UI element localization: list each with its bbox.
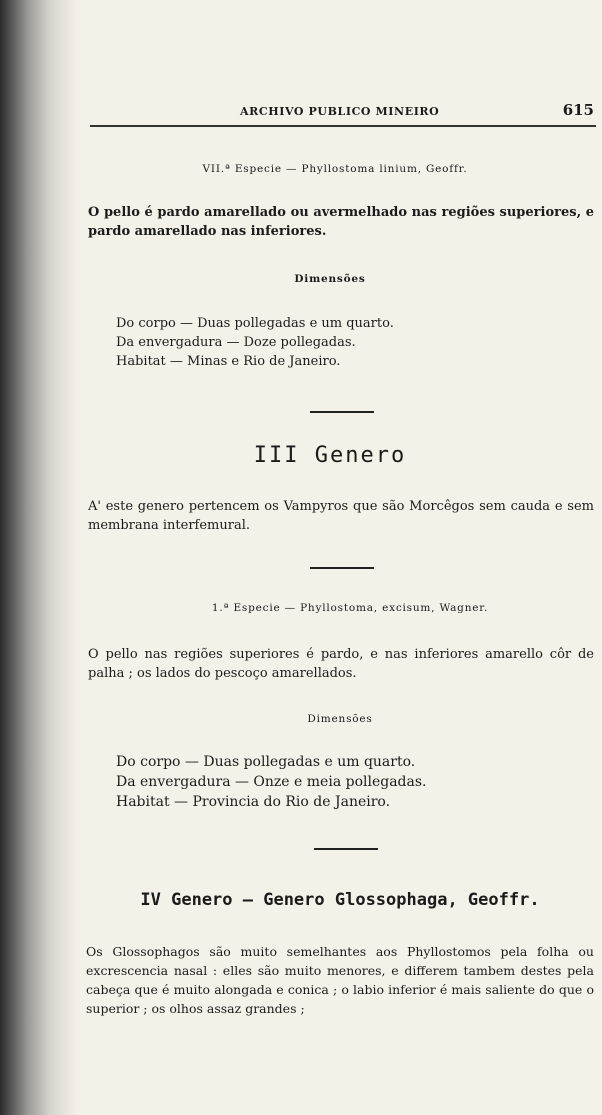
dimension-line: Da envergadura — Onze e meia pollegadas.: [116, 774, 427, 790]
dimension-line: Habitat — Provincia do Rio de Janeiro.: [116, 794, 391, 810]
section-divider: [310, 567, 374, 569]
species-vii-description: O pello é pardo amarellado ou avermelhado nas regiões superiores, e pardo amarellado nas inferiores.: [88, 205, 594, 239]
genus-iv-heading: IV Genero — Genero Glossophaga, Geoffr.: [140, 890, 540, 910]
genus-iii-dimensions-label: Dimensões: [307, 713, 373, 725]
section-divider: [314, 848, 378, 850]
running-header-title: ARCHIVO PUBLICO MINEIRO: [240, 105, 440, 118]
running-header: [90, 103, 596, 127]
genus-iii-species-heading: 1.ª Especie — Phyllostoma, excisum, Wagner.: [211, 602, 489, 614]
dimension-line: Da envergadura — Doze pollegadas.: [116, 335, 356, 350]
species-vii-dimensions-label: Dimensões: [294, 273, 366, 285]
genus-iii-species-description: O pello nas regiões superiores é pardo, e nas inferiores amarello côr de palha ; os lados do pescoço amarellados.: [88, 647, 594, 681]
species-vii-dimensions-list: [116, 314, 556, 371]
dimension-line: Do corpo — Duas pollegadas e um quarto.: [116, 754, 416, 770]
genus-iv-description: Os Glossophagos são muito semelhantes aos Phyllostomos pela folha ou excrescencia nasal : elles são muito menores, e differem tambem destes pela cabeça que é muito alongada e conica ; o labio inferior é mais saliente do que o superior ; os olhos assaz grandes ;: [86, 944, 594, 1016]
section-divider: [310, 411, 374, 413]
species-vii-heading: VII.ª Especie — Phyllostoma linium, Geoffr.: [202, 163, 468, 175]
dimension-line: Habitat — Minas e Rio de Janeiro.: [116, 354, 341, 369]
genus-iii-description: A' este genero pertencem os Vampyros que são Morcêgos sem cauda e sem membrana interfemural.: [88, 499, 594, 533]
genus-iii-dimensions-list: [116, 752, 556, 812]
page-number: 615: [562, 101, 594, 119]
genus-iii-heading: III Genero: [253, 443, 407, 468]
dimension-line: Do corpo — Duas pollegadas e um quarto.: [116, 316, 394, 331]
